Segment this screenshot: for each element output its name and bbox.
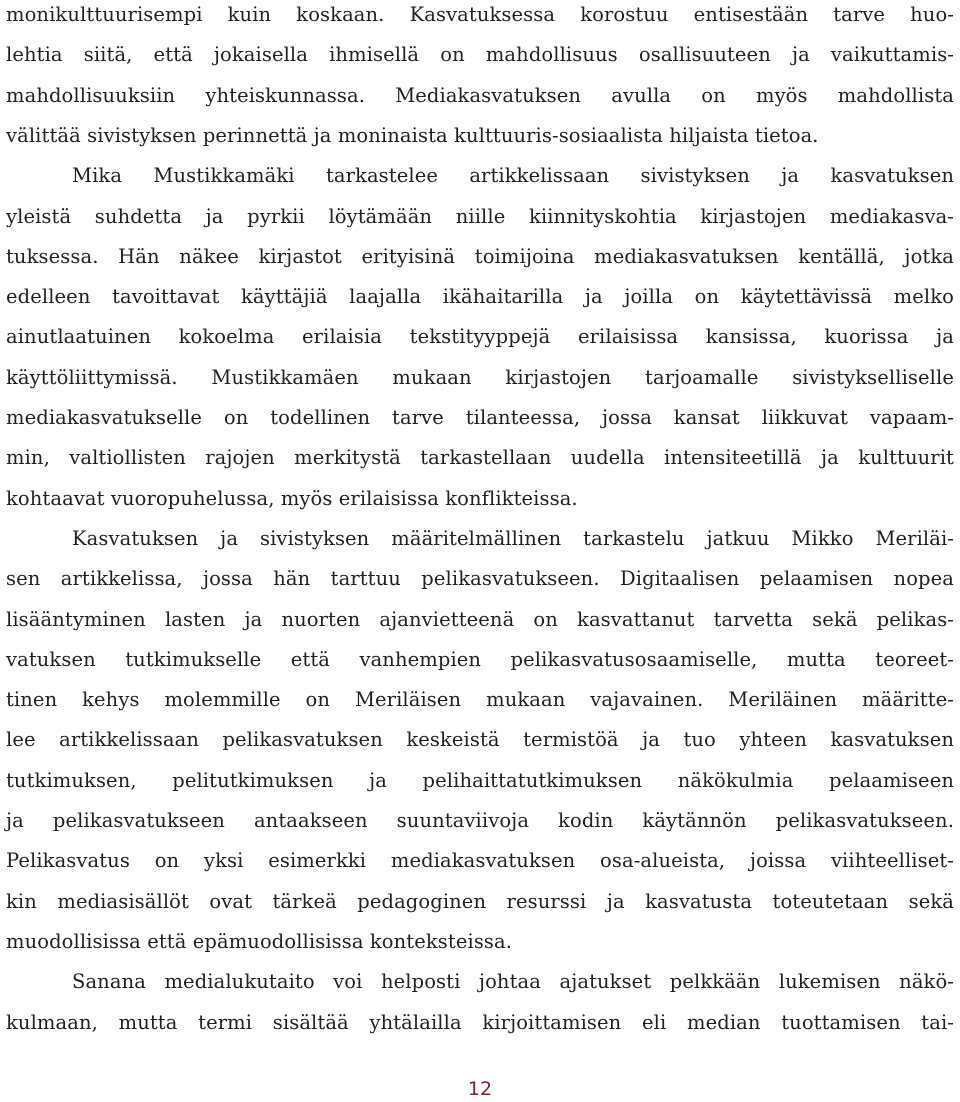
text-line: mediakasvatukselle on todellinen tarve tilanteessa, jossa kansat liikkuvat vapaam-	[6, 406, 954, 429]
text-line: Pelikasvatus on yksi esimerkki mediakasvatuksen osa-alueista, joissa viihteelliset-	[6, 849, 954, 873]
text-line: tinen kehys molemmille on Meriläisen mukaan vajavainen. Meriläinen määritte-	[6, 688, 954, 712]
text-line: välittää sivistyksen perinnettä ja moninaista kulttuuris-sosiaalista hiljaista tietoa.	[6, 123, 819, 147]
text-line: monikulttuurisempi kuin koskaan. Kasvatuksessa korostuu entisestään tarve huo-	[6, 3, 954, 26]
text-line: käyttöliittymissä. Mustikkamäen mukaan kirjastojen tarjoamalle sivistykselliselle	[6, 365, 954, 389]
text-line: lee artikkelissaan pelikasvatuksen keskeistä termistöä ja tuo yhteen kasvatuksen	[6, 728, 954, 752]
text-line: min, valtiollisten rajojen merkitystä tarkastellaan uudella intensiteetillä ja kulttuurit	[6, 446, 954, 470]
text-line: sen artikkelissa, jossa hän tarttuu pelikasvatukseen. Digitaalisen pelaamisen nopea	[6, 567, 954, 591]
text-line: Sanana medialukutaito voi helposti johtaa ajatukset pelkkään lukemisen näkö-	[72, 970, 954, 994]
text-line: lehtia siitä, että jokaisella ihmisellä on mahdollisuus osallisuuteen ja vaikuttamis-	[6, 43, 954, 67]
text-line: muodollisissa että epämuodollisissa konteksteissa.	[6, 929, 513, 953]
page-number: 12	[467, 1078, 493, 1100]
text-line: mahdollisuuksiin yhteiskunnassa. Mediakasvatuksen avulla on myös mahdollista	[6, 83, 954, 107]
text-line: tutkimuksen, pelitutkimuksen ja pelihaittatutkimuksen näkökulmia pelaamiseen	[6, 768, 954, 792]
text-line: lisääntyminen lasten ja nuorten ajanvietteenä on kasvattanut tarvetta sekä pelikas-	[6, 607, 954, 631]
text-line: kohtaavat vuoropuhelussa, myös erilaisissa konflikteissa.	[6, 486, 578, 510]
text-line: Kasvatuksen ja sivistyksen määritelmällinen tarkastelu jatkuu Mikko Meriläi-	[72, 526, 954, 550]
text-line: kin mediasisällöt ovat tärkeä pedagoginen resurssi ja kasvatusta toteutetaan sekä	[6, 889, 954, 913]
text-line: edelleen tavoittavat käyttäjiä laajalla ikähaitarilla ja joilla on käytettävissä melko	[6, 285, 954, 309]
text-line: kulmaan, mutta termi sisältää yhtälailla kirjoittamisen eli median tuottamisen tai-	[6, 1010, 954, 1034]
text-line: tuksessa. Hän näkee kirjastot erityisinä toimijoina mediakasvatuksen kentällä, jotka	[6, 244, 954, 268]
text-line: ainutlaatuinen kokoelma erilaisia tekstityyppejä erilaisissa kansissa, kuorissa ja	[6, 325, 954, 349]
text-line: Mika Mustikkamäki tarkastelee artikkelissaan sivistyksen ja kasvatuksen	[72, 164, 954, 188]
text-line: ja pelikasvatukseen antaakseen suuntaviivoja kodin käytännön pelikasvatukseen.	[6, 809, 954, 832]
text-line: yleistä suhdetta ja pyrkii löytämään niille kiinnityskohtia kirjastojen mediakasva-	[6, 204, 954, 228]
text-line: vatuksen tutkimukselle että vanhempien pelikasvatusosaamiselle, mutta teoreet-	[6, 647, 954, 671]
